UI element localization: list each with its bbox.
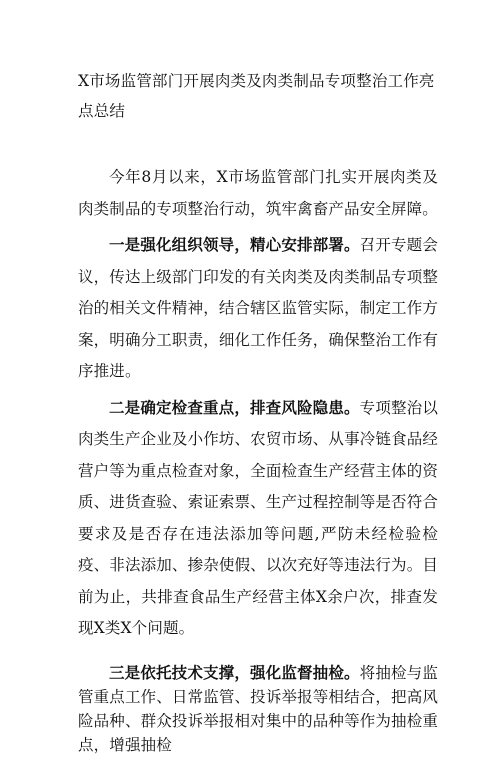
paragraph-lead: 一是强化组织领导，精心安排部署。 <box>109 235 360 254</box>
intro-paragraph <box>78 162 438 225</box>
section-three-paragraph <box>78 661 438 757</box>
paragraph-text: 今年8月以来，X市场监管部门扎实开展肉类及肉类制品的专项整治行动，筑牢禽畜产品安全屏障。 <box>78 168 438 218</box>
paragraph-lead: 三是依托技术支撑，强化监督抽检。 <box>109 662 360 682</box>
document-title: X市场监管部门开展肉类及肉类制品专项整治工作亮点总结 <box>78 72 435 120</box>
document-body <box>78 162 438 761</box>
paragraph-text: 将抽检与监管重点工作、日常监管、投诉举报等相结合，把高风险品种、群众投诉举报相对集中的品种等作为抽检重点，增强抽检 <box>78 663 438 754</box>
paragraph-text: 召开专题会议，传达上级部门印发的有关肉类及肉类制品专项整治的相关文件精神，结合辖区监管实际，制定工作方案，明确分工职责，细化工作任务，确保整治工作有序推进。 <box>78 236 438 380</box>
section-two-paragraph <box>78 392 438 645</box>
paragraph-text: 专项整治以肉类生产企业及小作坊、农贸市场、从事冷链食品经营户等为重点检查对象，全面检查生产经营主体的资质、进货查验、索证索票、生产过程控制等是否符合要求及是否存在违法添加等问题,严防未经检验检疫、非法添加、掺杂使假、以次充好等违法行为。目前为止，共排查食品生产经营主体X余户次，排查发现X类X个问题。 <box>78 398 438 637</box>
section-one-paragraph <box>78 229 438 388</box>
paragraph-lead: 二是确定检查重点，排查风险隐患。 <box>109 397 360 417</box>
